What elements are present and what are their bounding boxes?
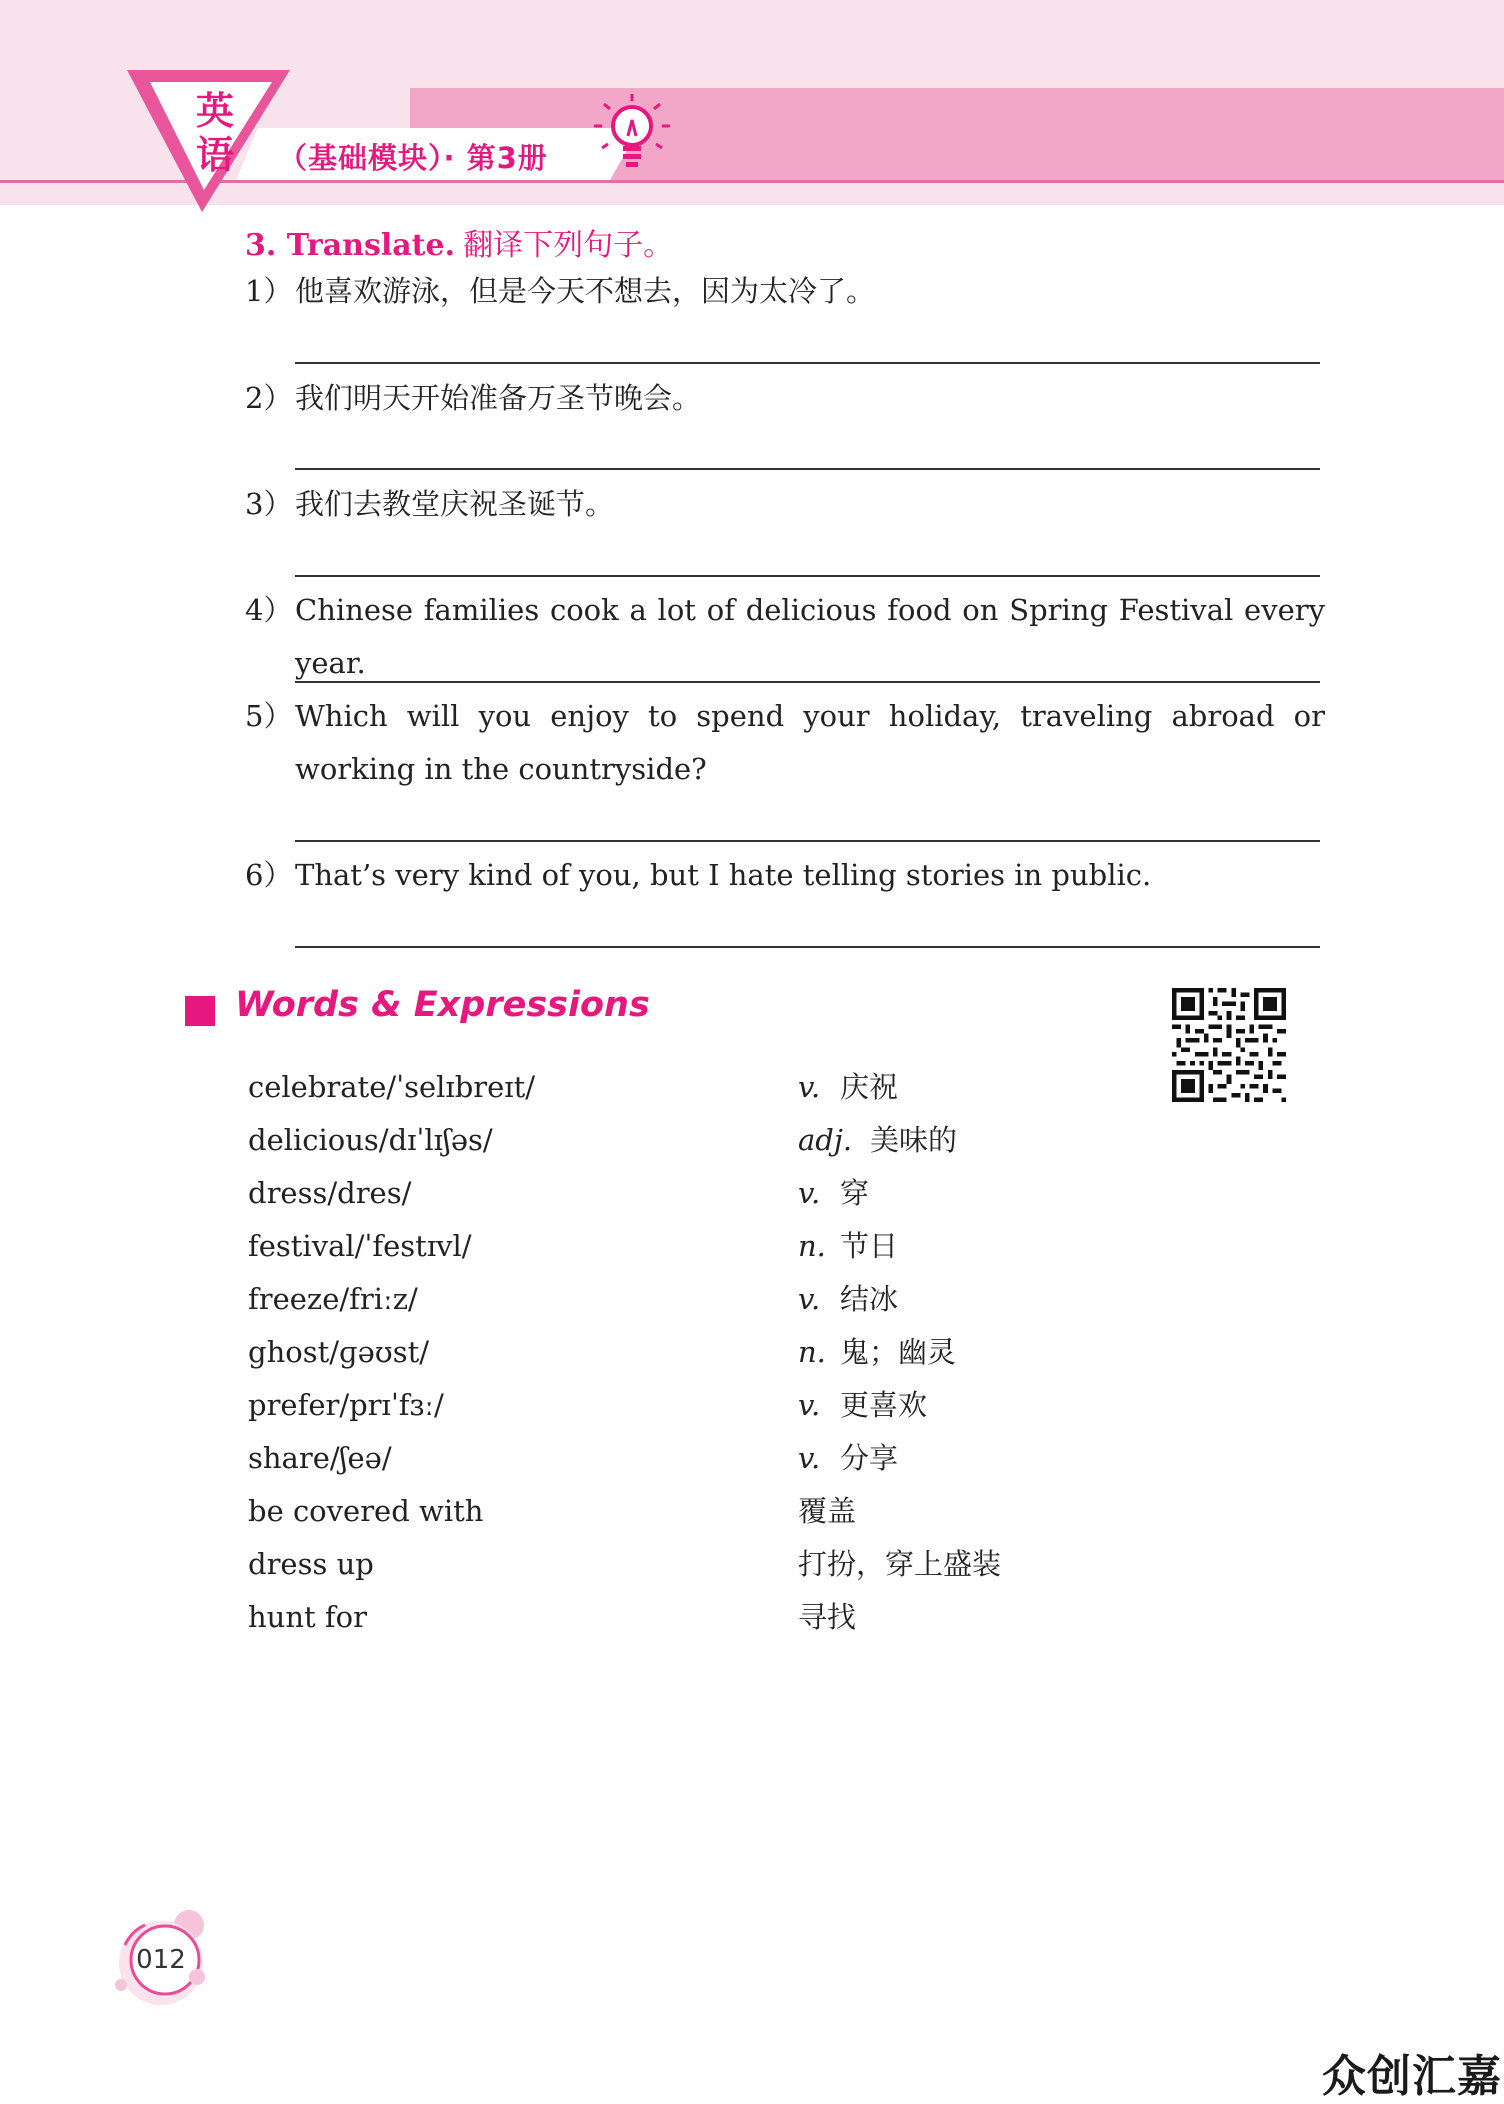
vocab-pos: n. xyxy=(798,1229,826,1263)
qr-code-icon[interactable] xyxy=(1172,988,1286,1102)
vocab-meaning: 打扮，穿上盛装 xyxy=(798,1547,1002,1581)
vocab-pos: v. xyxy=(798,1388,821,1422)
exercise-item-1 xyxy=(245,265,1325,318)
answer-line-1[interactable] xyxy=(295,362,1320,364)
item-number: 1） xyxy=(245,274,293,308)
words-expressions-title: Words & Expressions xyxy=(235,985,650,1025)
vocab-meaning: 分享 xyxy=(840,1441,899,1475)
vocab-entry xyxy=(248,1538,1148,1591)
logo-char-ying: 英 xyxy=(196,89,235,133)
exercise-item-2 xyxy=(245,372,1325,425)
exercise-title-cn: 翻译下列句子。 xyxy=(463,228,674,263)
vocab-word: delicious/dɪˈlɪʃəs/ xyxy=(248,1123,493,1157)
item-number: 5） xyxy=(245,699,293,733)
exercise-title-en: 3. Translate. xyxy=(245,228,456,263)
vocab-pos: v. xyxy=(798,1282,821,1316)
lightbulb-icon xyxy=(590,90,672,180)
vocab-meaning: 穿 xyxy=(840,1176,870,1210)
vocab-pos: v. xyxy=(798,1176,821,1210)
vocab-meaning: 寻找 xyxy=(798,1600,857,1634)
vocab-pos: n. xyxy=(798,1335,826,1369)
item-number: 3） xyxy=(245,487,293,521)
vocab-entry xyxy=(248,1114,1148,1167)
vocab-entry xyxy=(248,1591,1148,1644)
vocab-word: hunt for xyxy=(248,1600,367,1634)
vocab-entry xyxy=(248,1379,1148,1432)
exercise-item-6 xyxy=(245,849,1325,902)
vocab-word: share/ʃeə/ xyxy=(248,1441,392,1475)
vocab-entry xyxy=(248,1485,1148,1538)
item-text: Chinese families cook a lot of delicious food on Spring Festival every year. xyxy=(295,593,1325,680)
exercise-item-4 xyxy=(245,584,1325,690)
vocab-entry xyxy=(248,1167,1148,1220)
watermark-logo: 众创汇嘉 xyxy=(1322,2051,1502,2102)
page-number: 012 xyxy=(136,1945,186,1975)
vocab-entry xyxy=(248,1273,1148,1326)
vocab-word: festival/ˈfestɪvl/ xyxy=(248,1229,472,1263)
vocab-meaning: 节日 xyxy=(840,1229,899,1263)
exercise-item-3 xyxy=(245,478,1325,531)
vocab-meaning: 美味的 xyxy=(870,1123,958,1157)
item-number: 2） xyxy=(245,381,293,415)
vocab-meaning: 覆盖 xyxy=(798,1494,857,1528)
vocab-word: dress up xyxy=(248,1547,374,1581)
item-text: 他喜欢游泳，但是今天不想去，因为太冷了。 xyxy=(295,274,876,308)
vocab-meaning: 鬼；幽灵 xyxy=(840,1335,957,1369)
answer-line-2[interactable] xyxy=(295,468,1320,470)
vocab-entry xyxy=(248,1326,1148,1379)
vocab-word: dress/dres/ xyxy=(248,1176,412,1210)
item-text: 我们去教堂庆祝圣诞节。 xyxy=(295,487,615,521)
vocab-word: freeze/friːz/ xyxy=(248,1282,418,1316)
item-text: Which will you enjoy to spend your holiday, traveling abroad or working in the countryside? xyxy=(295,699,1325,786)
vocab-meaning: 更喜欢 xyxy=(840,1388,928,1422)
vocab-word: prefer/prɪˈfɜː/ xyxy=(248,1388,444,1422)
vocab-pos: v. xyxy=(798,1070,821,1104)
exercise-title xyxy=(245,220,673,264)
item-text: That’s very kind of you, but I hate telling stories in public. xyxy=(295,858,1152,892)
vocab-entry xyxy=(248,1220,1148,1273)
item-text: 我们明天开始准备万圣节晚会。 xyxy=(295,381,702,415)
vocab-meaning: 结冰 xyxy=(840,1282,899,1316)
answer-line-6[interactable] xyxy=(295,946,1320,948)
answer-line-4[interactable] xyxy=(295,681,1320,683)
section-marker-square xyxy=(185,996,215,1026)
vocab-pos: v. xyxy=(798,1441,821,1475)
exercise-item-5 xyxy=(245,690,1325,796)
vocab-word: be covered with xyxy=(248,1494,484,1528)
vocab-word: ghost/ɡəʊst/ xyxy=(248,1335,430,1369)
answer-line-3[interactable] xyxy=(295,575,1320,577)
vocab-entry xyxy=(248,1061,1148,1114)
vocab-word: celebrate/ˈselɪbreɪt/ xyxy=(248,1070,535,1104)
logo-char-yu: 语 xyxy=(196,133,235,177)
book-subtitle: （基础模块）· 第3册 xyxy=(278,141,548,175)
vocab-pos: adj. xyxy=(798,1123,853,1157)
item-number: 6） xyxy=(245,858,293,892)
item-number: 4） xyxy=(245,593,293,627)
vocab-meaning: 庆祝 xyxy=(840,1070,899,1104)
vocab-entry xyxy=(248,1432,1148,1485)
answer-line-5[interactable] xyxy=(295,840,1320,842)
